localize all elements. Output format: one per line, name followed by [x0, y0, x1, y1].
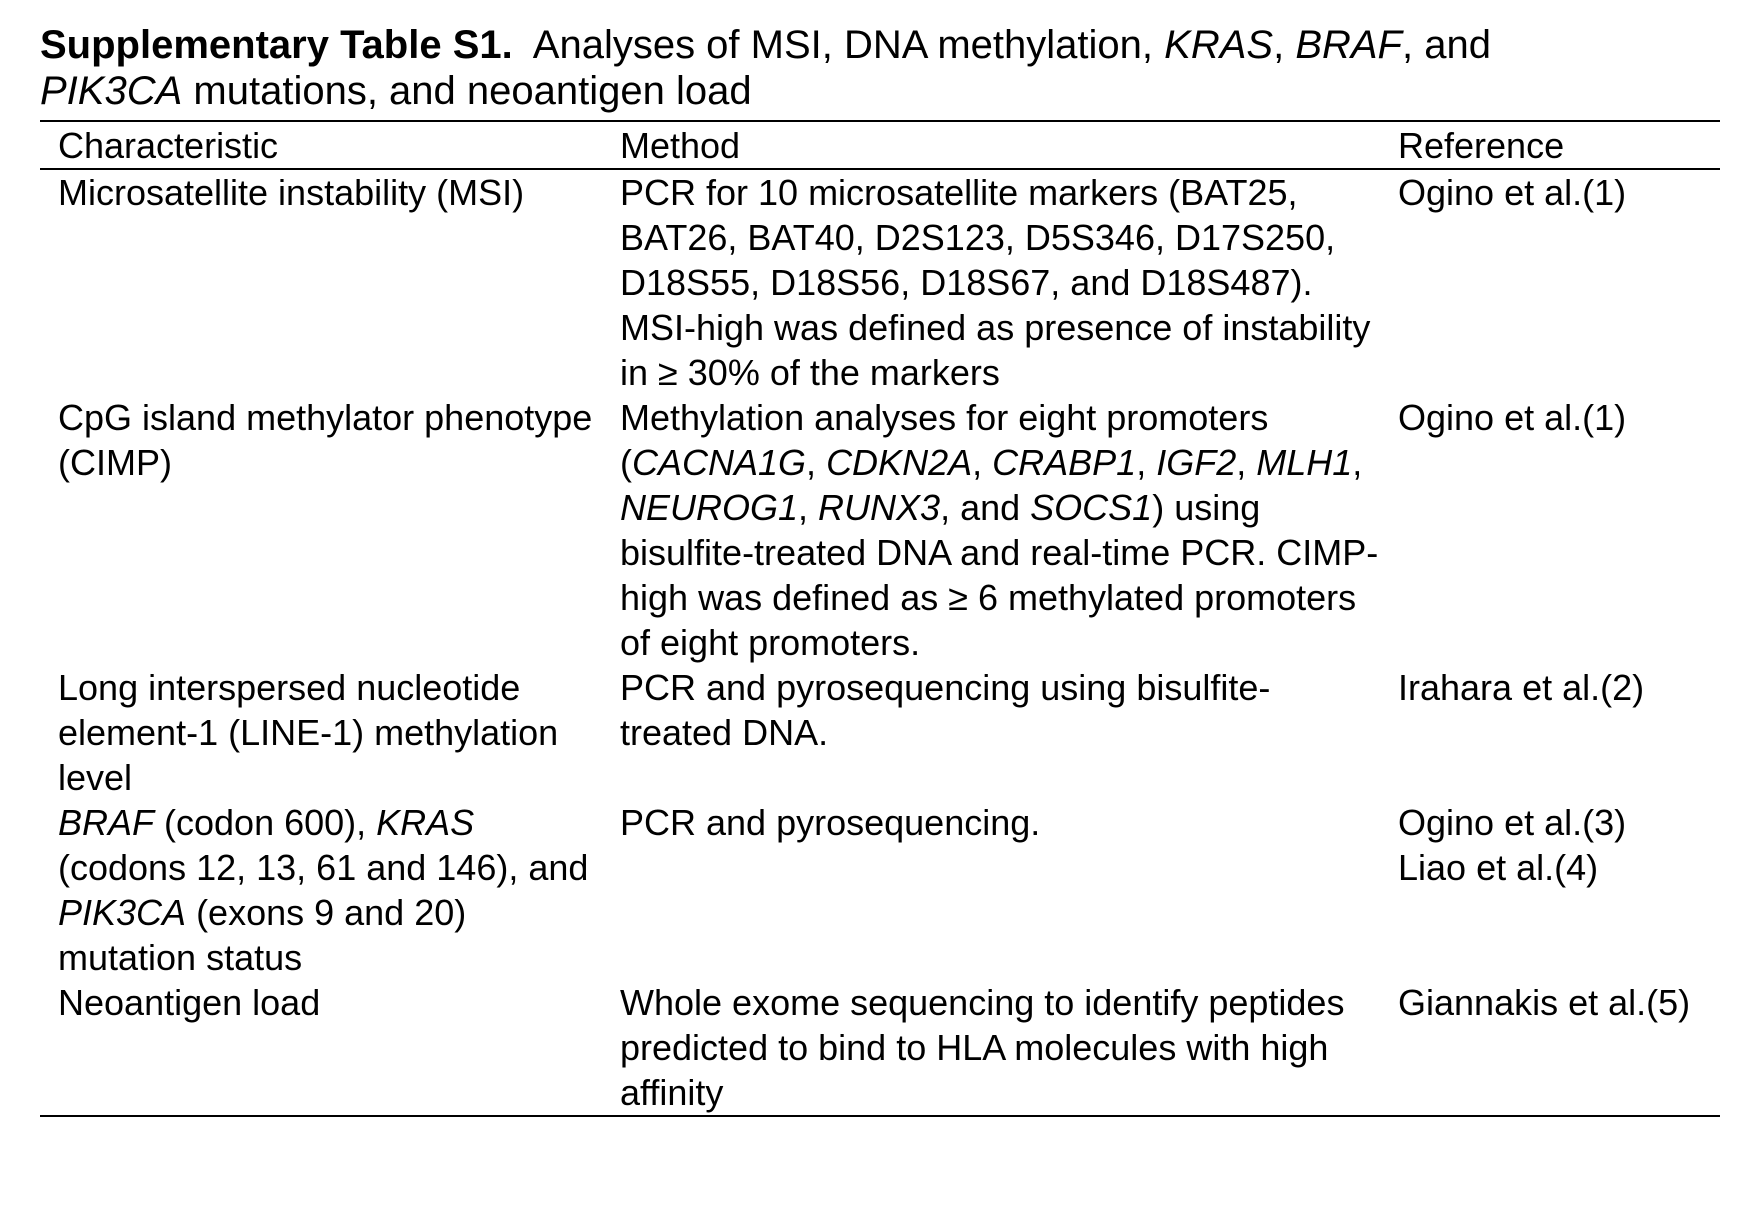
reference-cell: Giannakis et al.(5): [1380, 980, 1720, 1116]
separator: ,: [806, 442, 827, 483]
caption-text: mutations, and neoantigen load: [182, 69, 752, 113]
reference-cell: Irahara et al.(2): [1398, 667, 1645, 708]
characteristic-text: (exons 9 and 20) mutation status: [58, 892, 467, 978]
separator: ,: [1236, 442, 1257, 483]
gene-name: CACNA1G: [632, 442, 807, 483]
reference-cell: Ogino et al.(1): [1398, 397, 1627, 438]
gene-name: RUNX3: [818, 487, 941, 528]
separator: ,: [1136, 442, 1157, 483]
caption-gene-braf: BRAF: [1295, 23, 1402, 67]
table-caption: [40, 22, 1720, 114]
column-header-method: Method: [602, 121, 1380, 169]
method-cell: PCR and pyrosequencing using bisulfite-treated DNA.: [620, 667, 1271, 753]
characteristic-cell: Neoantigen load: [40, 980, 602, 1116]
characteristic-text: (codon 600),: [154, 802, 377, 843]
reference-line: Liao et al.(4): [1398, 847, 1599, 888]
caption-gene-kras: KRAS: [1164, 23, 1274, 67]
characteristic-cell: [40, 800, 602, 980]
column-header-reference: Reference: [1380, 121, 1720, 169]
separator: , and: [940, 487, 1031, 528]
caption-text: Analyses of MSI, DNA methylation,: [532, 23, 1165, 67]
gene-name: KRAS: [376, 802, 475, 843]
separator: ,: [972, 442, 993, 483]
gene-name: NEUROG1: [620, 487, 799, 528]
caption-text: , and: [1402, 23, 1491, 67]
gene-name: IGF2: [1156, 442, 1237, 483]
method-text: Methylation analyses for eight promoters (: [620, 397, 1269, 483]
method-cell: PCR and pyrosequencing.: [620, 802, 1041, 843]
table-row: [40, 169, 1720, 395]
method-text: ) using bisulfite-treated DNA and real-time PCR. CIMP-high was defined as ≥ 6 methylated promoters of eight promoters.: [620, 487, 1379, 663]
supplementary-table: [40, 120, 1720, 1117]
separator: ,: [798, 487, 819, 528]
characteristic-cell: Microsatellite instability (MSI): [58, 172, 525, 213]
characteristic-cell: CpG island methylator phenotype (CIMP): [58, 397, 593, 483]
gene-name: BRAF: [58, 802, 155, 843]
table-row: [40, 800, 1720, 980]
gene-name: CDKN2A: [826, 442, 973, 483]
reference-line: Ogino et al.(3): [1398, 802, 1627, 843]
gene-name: PIK3CA: [58, 892, 187, 933]
reference-cell: Ogino et al.(1): [1398, 172, 1627, 213]
column-header-characteristic: Characteristic: [40, 121, 602, 169]
method-cell: Whole exome sequencing to identify peptides predicted to bind to HLA molecules with high affinity: [602, 980, 1380, 1116]
caption-label: Supplementary Table S1.: [40, 23, 513, 67]
gene-name: CRABP1: [992, 442, 1137, 483]
gene-name: SOCS1: [1030, 487, 1153, 528]
table-header-row: [40, 121, 1720, 169]
caption-gene-pik3ca: PIK3CA: [40, 69, 183, 113]
separator: ,: [1352, 442, 1363, 483]
gene-name: MLH1: [1256, 442, 1353, 483]
document-page: [40, 22, 1720, 1117]
characteristic-text: (codons 12, 13, 61 and 146), and: [58, 847, 589, 888]
caption-separator: ,: [1273, 23, 1296, 67]
reference-cell: [1380, 800, 1720, 980]
method-cell: PCR for 10 microsatellite markers (BAT25, BAT26, BAT40, D2S123, D5S346, D17S250, D18S55, D18S56, D18S67, and D18S487). MSI-high was defined as presence of instability in ≥ 30% of the markers: [620, 172, 1371, 393]
method-cell: [602, 395, 1380, 665]
table-row: [40, 665, 1720, 800]
table-row: [40, 980, 1720, 1116]
characteristic-cell: Long interspersed nucleotide element-1 (LINE-1) methylation level: [58, 667, 559, 798]
table-row: [40, 395, 1720, 665]
